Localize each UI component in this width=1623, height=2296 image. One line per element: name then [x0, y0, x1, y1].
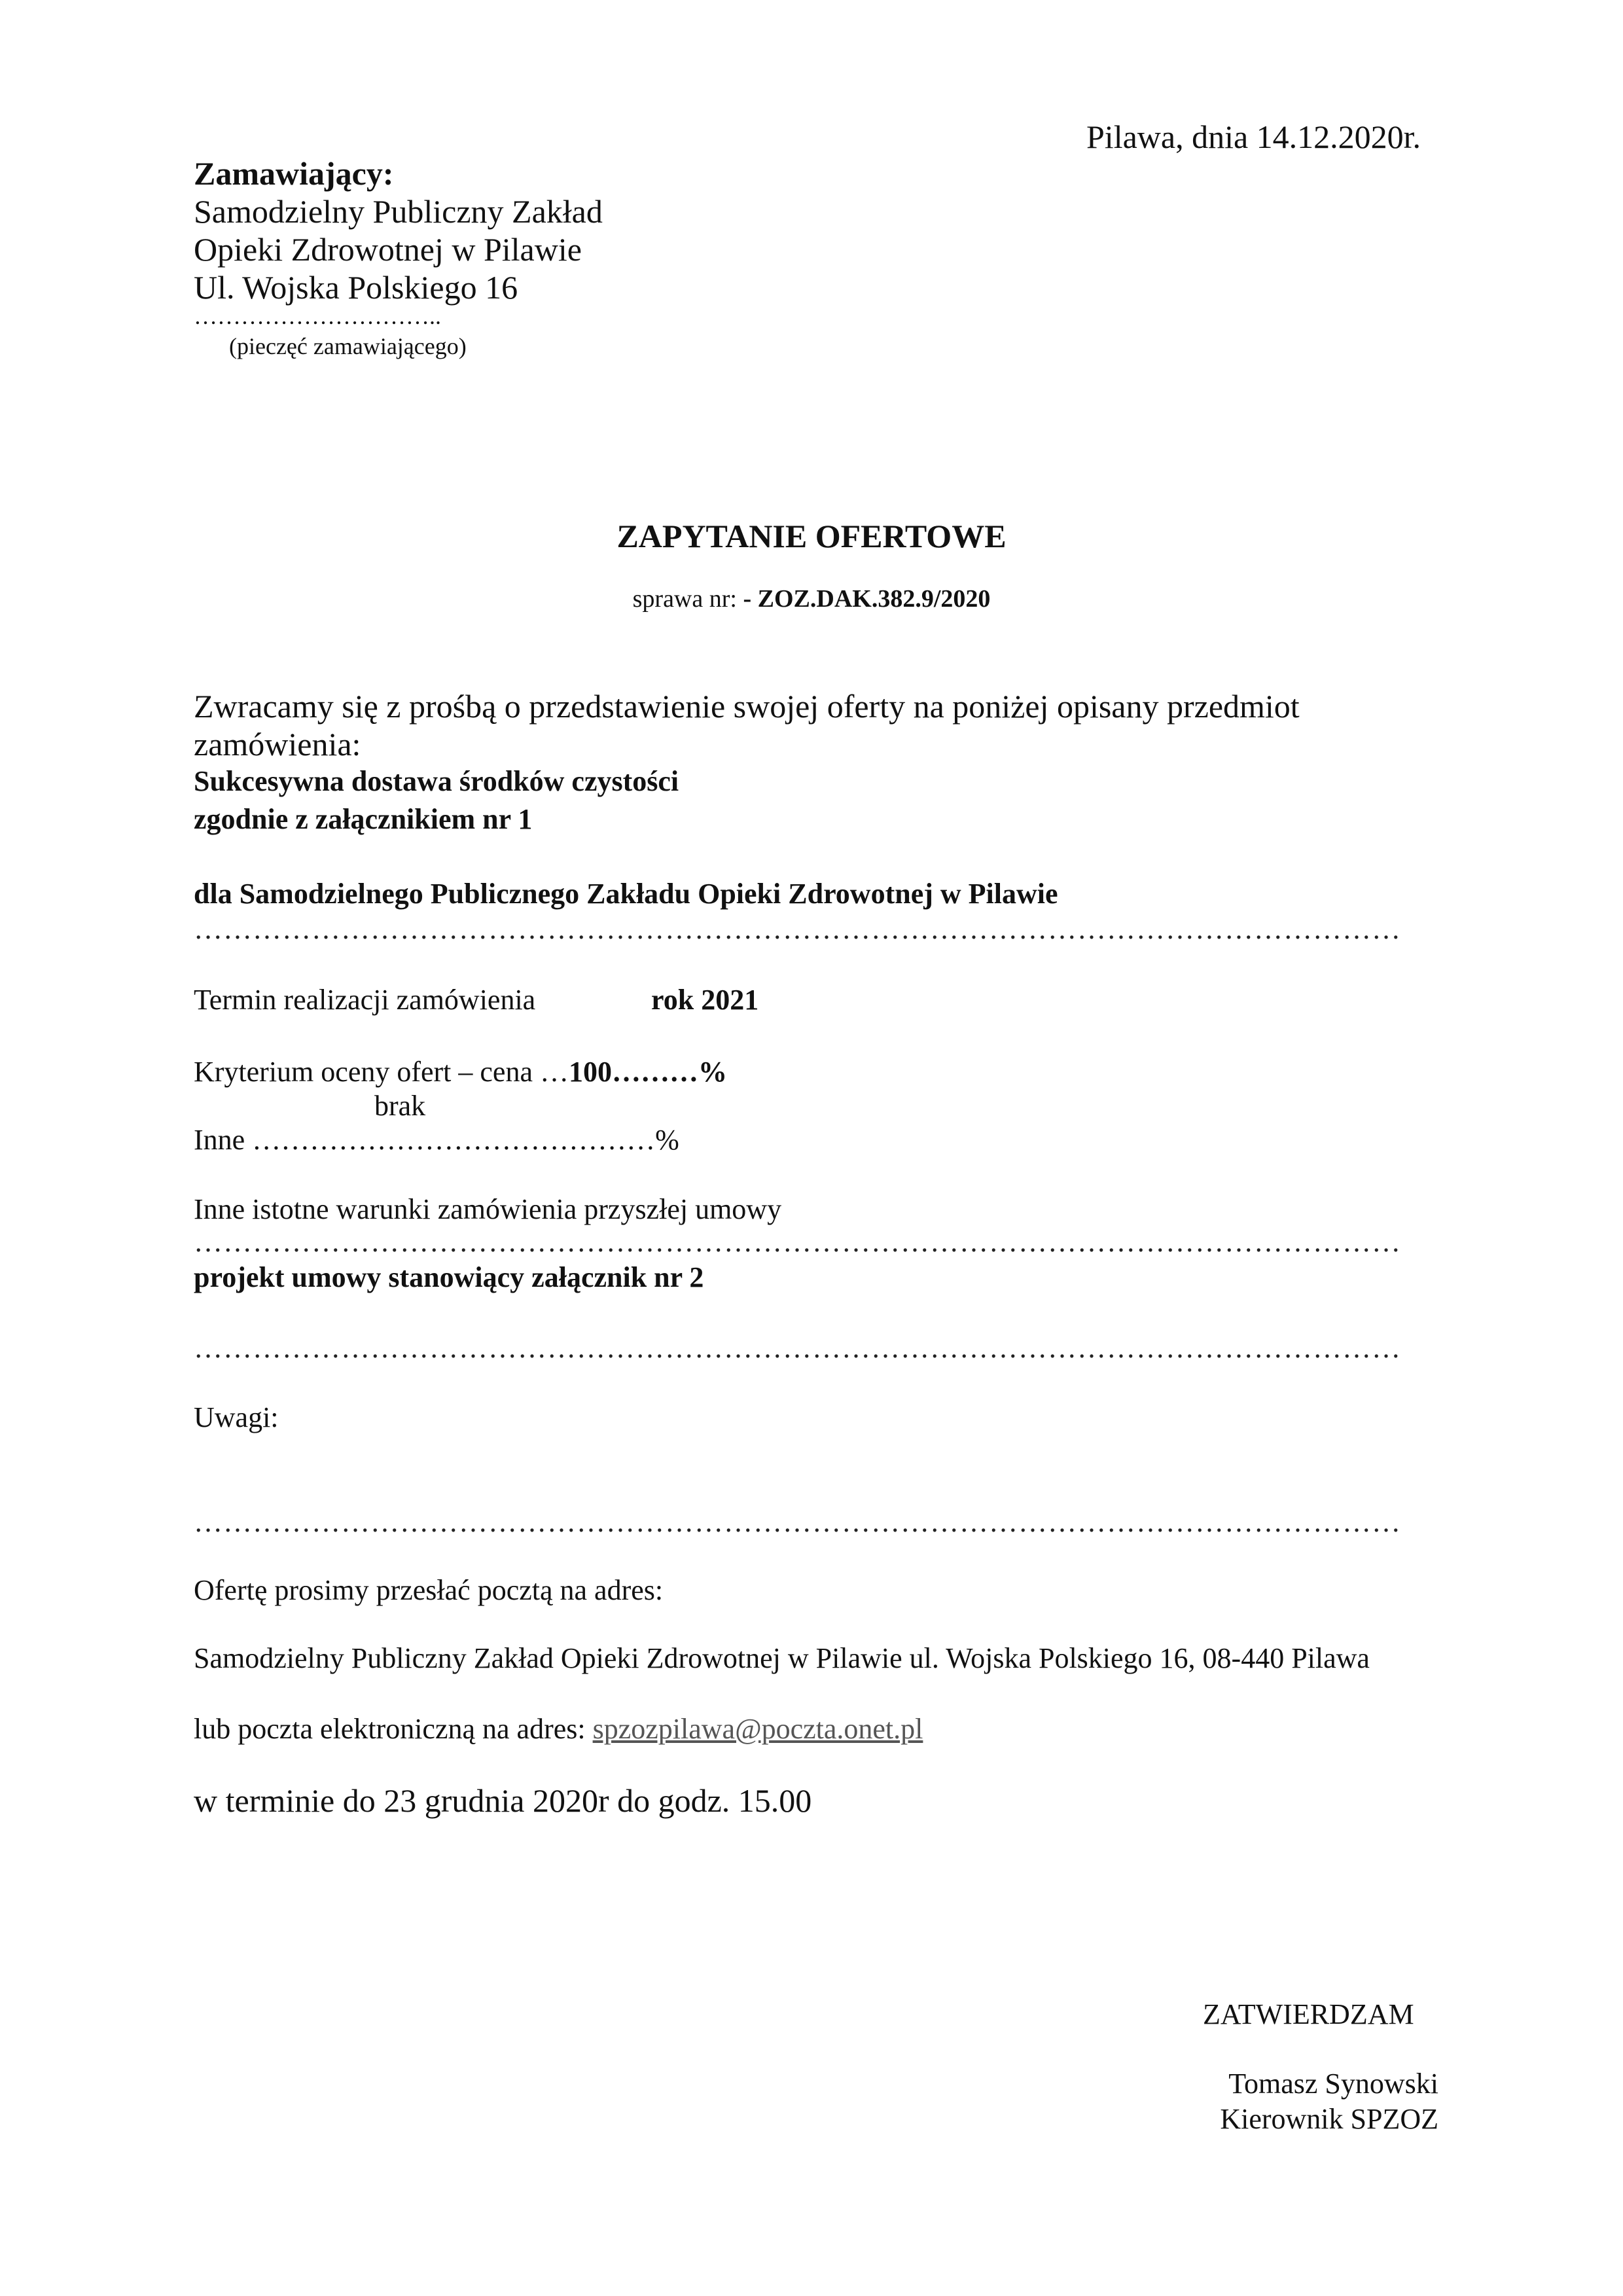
subject-line-3: dla Samodzielnego Publicznego Zakładu Opieki Zdrowotnej w Pilawie [194, 878, 1058, 910]
other-criteria-label: Inne ……………………………………% [194, 1124, 679, 1156]
intro-line-2: zamówienia: [194, 726, 361, 762]
orderer-line-2: Opieki Zdrowotnej w Pilawie [194, 231, 582, 268]
term-value: rok 2021 [651, 984, 759, 1016]
email-line [194, 1712, 923, 1746]
orderer-line-3: Ul. Wojska Polskiego 16 [194, 269, 518, 306]
dotted-line-1: …………………………………………………………………………………………………………… [194, 916, 1401, 942]
dotted-line-4: …………………………………………………………………………………………………………… [194, 1509, 1401, 1535]
deadline: w terminie do 23 grudnia 2020r do godz. 15.00 [194, 1782, 812, 1819]
send-address: Samodzielny Publiczny Zakład Opieki Zdrowotnej w Pilawie ul. Wojska Polskiego 16, 08-440 Pilawa [194, 1642, 1370, 1674]
conditions-value: projekt umowy stanowiący załącznik nr 2 [194, 1261, 704, 1293]
term-label: Termin realizacji zamówienia [194, 984, 536, 1016]
orderer-line-1: Samodzielny Publiczny Zakład [194, 193, 603, 230]
place-date: Pilawa, dnia 14.12.2020r. [1086, 118, 1421, 155]
subject-line-1: Sukcesywna dostawa środków czystości [194, 765, 679, 797]
criteria-value: 100………% [569, 1056, 727, 1088]
signatory-name: Tomasz Synowski [1228, 2068, 1438, 2100]
case-prefix: sprawa nr: [632, 585, 743, 613]
subject-line-2: zgodnie z załącznikiem nr 1 [194, 803, 533, 835]
criteria-other-value: brak [374, 1090, 426, 1122]
document-title: ZAPYTANIE OFERTOWE [616, 518, 1007, 554]
remarks-label: Uwagi: [194, 1401, 279, 1433]
dotted-line-3: …………………………………………………………………………………………………………… [194, 1335, 1401, 1361]
criteria-prefix: Kryterium oceny ofert – cena … [194, 1056, 569, 1088]
conditions-label: Inne istotne warunki zamówienia przyszłej umowy [194, 1193, 782, 1225]
case-number-line [0, 584, 1623, 614]
stamp-caption: (pieczęć zamawiającego) [229, 333, 467, 359]
email-prefix: lub poczta elektroniczną na adres: [194, 1713, 593, 1745]
orderer-label: Zamawiający: [194, 155, 394, 192]
intro-line-1: Zwracamy się z prośbą o przedstawienie swojej oferty na poniżej opisany przedmiot [194, 688, 1300, 725]
case-number: - ZOZ.DAK.382.9/2020 [743, 585, 991, 613]
send-label: Ofertę prosimy przesłać pocztą na adres: [194, 1574, 664, 1606]
approve-label: ZATWIERDZAM [1203, 1998, 1414, 2030]
signatory-position: Kierownik SPZOZ [1220, 2103, 1438, 2135]
email-link[interactable]: spzozpilawa@poczta.onet.pl [592, 1713, 923, 1745]
dotted-line-2: …………………………………………………………………………………………………………… [194, 1229, 1401, 1255]
stamp-dots: ………………………….. [194, 303, 441, 329]
criteria-line [194, 1055, 727, 1089]
